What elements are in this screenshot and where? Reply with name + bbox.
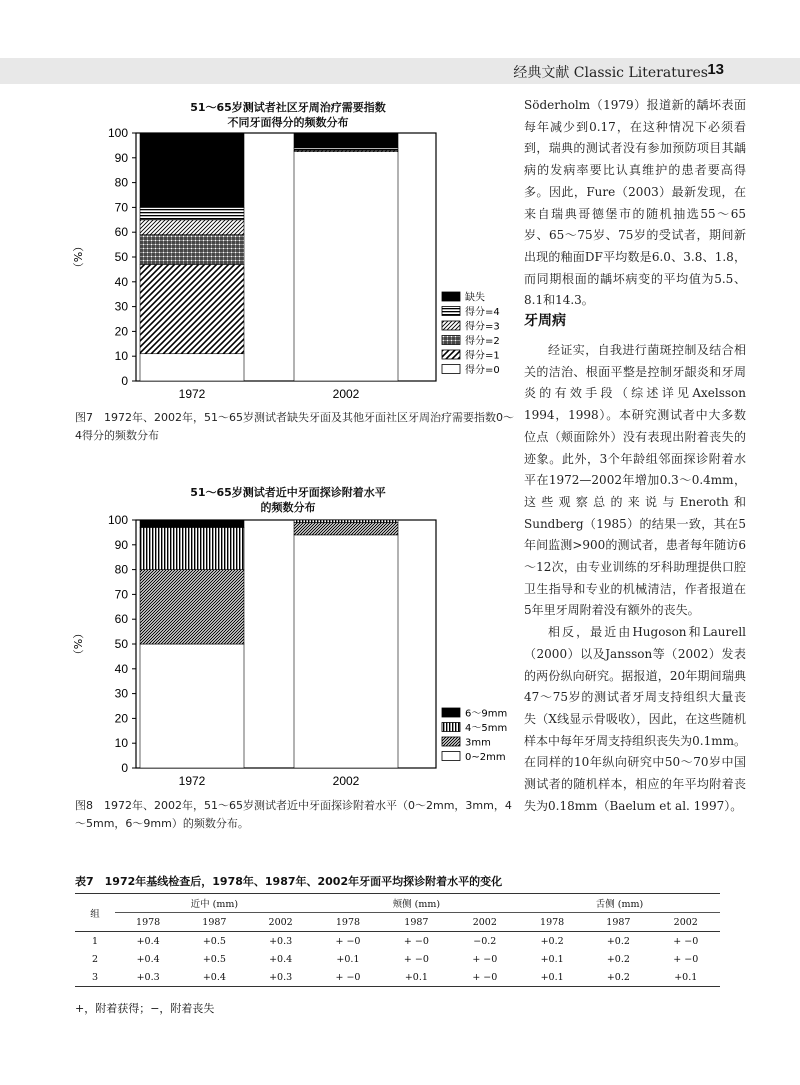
- legend-label: 得分=4: [465, 307, 500, 318]
- x-tick-label: 1972: [178, 387, 206, 401]
- table-cell: +0.2: [540, 935, 564, 947]
- fig7-title-line1: 51～65岁测试者社区牙周治疗需要指数: [190, 101, 386, 114]
- year-cell: 2002: [248, 913, 314, 932]
- paragraph-text: 经证实，自我进行菌斑控制及结合相关的洁治、根面平整是控制牙龈炎和牙周炎的有效手段（综述详见Axelsson 1994，1998）。本研究测试者中大多数位点（颊面除外）没有表现出附着丧失的迹象。此外，3个年龄组邻面探诊附着水平在1972—2002年增加0.3～0.4mm，这些观察总的来说与Eneroth和Sundberg（1985）的结果一致，其在5年间监测>900的测试者，患者每年随访6～12次，由专业训练的牙科助理提供口腔卫生指导和专业的机械清洁，作者报道在5年里牙周附着没有额外的丧失。: [524, 343, 746, 618]
- table-cell: +0.1: [652, 968, 720, 987]
- y-tick-label: 50: [114, 250, 128, 264]
- legend-swatch: [442, 723, 460, 732]
- table-cell: −0.2: [473, 935, 497, 947]
- running-header: [0, 58, 800, 84]
- table-cell: +0.2: [606, 953, 630, 965]
- bar-segment: [140, 235, 244, 265]
- bar-segment: [294, 152, 398, 381]
- legend-label: 缺失: [465, 292, 485, 304]
- table-cell: + −0: [403, 935, 429, 947]
- table-cell: + −0: [472, 953, 498, 965]
- legend-swatch: [442, 307, 460, 316]
- bar-segment: [140, 644, 244, 768]
- table7-title: 表7 1972年基线检查后，1978年、1987年、2002年牙面平均探诊附着水平的变化: [75, 875, 503, 888]
- y-tick-label: 100: [107, 513, 128, 527]
- y-tick-label: 10: [114, 349, 128, 364]
- y-tick-label: 50: [114, 637, 128, 651]
- table-cell: +0.3: [269, 935, 293, 947]
- table-cell: +0.2: [606, 935, 630, 947]
- table-cell: + −0: [314, 968, 382, 987]
- right-paragraph-2: [524, 340, 746, 817]
- bar-segment: [140, 527, 244, 569]
- legend-swatch: [442, 737, 460, 746]
- table-cell: +0.5: [202, 935, 226, 947]
- y-tick-label: 0: [121, 761, 128, 775]
- y-tick-label: 30: [114, 299, 128, 314]
- table-cell: +0.1: [382, 968, 450, 987]
- table-cell: +0.1: [519, 968, 585, 987]
- fig8-title-line1: 51～65岁测试者近中牙面探诊附着水平: [190, 486, 386, 499]
- table-cell: 2: [91, 953, 99, 965]
- y-tick-label: 40: [114, 274, 128, 289]
- y-tick-label: 80: [114, 175, 128, 190]
- legend-swatch: [442, 708, 460, 717]
- bar-segment: [140, 264, 244, 353]
- bar-segment: [294, 133, 398, 148]
- legend-label: 0~2mm: [465, 752, 506, 763]
- bar-segment: [294, 535, 398, 768]
- paragraph-text: Söderholm（1979）报道新的龋坏表面每年减少到0.17，在这种情况下必须看到，瑞典的测试者没有参加预防项目其龋病的发病率要比认真维护的患者要高得多。因此，Fure（2003）最新发现，在来自瑞典哥德堡市的随机抽选55～65岁、65～75岁、75岁的受试者，期间新出现的釉面DF平均数是6.0、3.8、1.8，而同期根面的龋坏病变的平均值为5.5、8.1和14.3。: [524, 98, 746, 308]
- y-tick-label: 10: [114, 736, 128, 751]
- y-tick-label: 20: [114, 324, 128, 339]
- legend-label: 得分=2: [465, 336, 500, 347]
- y-tick-label: 20: [114, 711, 128, 726]
- bar-segment: [140, 207, 244, 219]
- table-cell: +0.1: [336, 953, 360, 965]
- table-row: [75, 932, 720, 951]
- bar-segment: [294, 522, 398, 534]
- table-cell: +0.4: [269, 953, 293, 965]
- fig8-chart: [68, 512, 508, 792]
- x-tick-label: 2002: [332, 387, 360, 401]
- y-tick-label: 80: [114, 562, 128, 577]
- legend-swatch: [442, 336, 460, 345]
- y-axis-label: （%）: [72, 240, 85, 274]
- y-tick-label: 70: [114, 200, 128, 215]
- year-cell: 1978: [519, 913, 585, 932]
- year-cell: 1987: [382, 913, 450, 932]
- x-tick-label: 1972: [178, 774, 206, 788]
- fig8-title-line2: 的频数分布: [260, 501, 316, 514]
- table-cell: +0.4: [181, 968, 247, 987]
- table-row: [75, 968, 720, 987]
- group-lingual: 舌侧 (mm): [519, 894, 720, 913]
- fig7-caption: 图7 1972年、2002年，51～65岁测试者缺失牙面及其他牙面社区牙周治疗需要指数0～4得分的频数分布: [75, 411, 514, 442]
- y-tick-label: 90: [114, 537, 128, 552]
- page-number: 13: [707, 61, 724, 78]
- y-tick-label: 100: [107, 126, 128, 140]
- table-cell: +0.3: [115, 968, 181, 987]
- legend-swatch: [442, 365, 460, 374]
- paragraph-text: 相反，最近由Hugoson和Laurell（2000）以及Jansson等（2002）发表的两份纵向研究。据报道，20年期间瑞典47～75岁的测试者牙周支持组织大量丧失（X线显示骨吸收），因此，在这些随机样本中每年牙周支持组织丧失为0.1mm。在同样的10年纵向研究中50～70岁中国测试者的随机样本，相应的年平均附着丧失为0.18mm（Baelum et al. 1997）。: [524, 625, 746, 813]
- bar-segment: [140, 354, 244, 381]
- table-cell: +0.1: [540, 953, 564, 965]
- year-cell: 1978: [314, 913, 382, 932]
- legend-swatch: [442, 321, 460, 330]
- bar-segment: [140, 570, 244, 644]
- y-tick-label: 60: [114, 612, 128, 627]
- y-tick-label: 30: [114, 686, 128, 701]
- table-cell: +0.3: [248, 968, 314, 987]
- group-buccal: 颊侧 (mm): [314, 894, 519, 913]
- table-row: [75, 950, 720, 968]
- group-header: 组: [75, 894, 115, 932]
- fig7-title-line2: 不同牙面得分的频数分布: [227, 116, 349, 129]
- bar-segment: [294, 148, 398, 150]
- y-tick-label: 90: [114, 150, 128, 165]
- table-cell: + −0: [335, 935, 361, 947]
- legend-swatch: [442, 292, 460, 301]
- x-tick-label: 2002: [332, 774, 360, 788]
- legend-swatch: [442, 752, 460, 761]
- y-axis-label: （%）: [72, 627, 85, 661]
- table-cell: +0.4: [136, 935, 160, 947]
- fig7-chart: [68, 125, 508, 405]
- legend-swatch: [442, 350, 460, 359]
- table-cell: + −0: [673, 935, 699, 947]
- table-cell: 3: [75, 968, 115, 987]
- legend-label: 得分=1: [465, 350, 500, 362]
- legend-label: 得分=3: [465, 321, 500, 333]
- bar-segment: [140, 220, 244, 235]
- table-cell: + −0: [451, 968, 519, 987]
- year-cell: 2002: [652, 913, 720, 932]
- table-header-row: [75, 894, 720, 913]
- year-cell: 2002: [451, 913, 519, 932]
- table-cell: + −0: [403, 953, 429, 965]
- legend-label: 4～5mm: [465, 723, 508, 734]
- group-mesial: 近中 (mm): [115, 894, 314, 913]
- y-tick-label: 40: [114, 661, 128, 676]
- subheading-periodontal: 牙周病: [524, 313, 566, 329]
- table-cell: +0.5: [202, 953, 226, 965]
- table-cell: +0.2: [585, 968, 651, 987]
- table7-note: +，附着获得；−，附着丧失: [75, 1002, 215, 1015]
- year-cell: 1987: [181, 913, 247, 932]
- table-cell: +0.4: [136, 953, 160, 965]
- fig8-title: [68, 485, 508, 515]
- legend-label: 得分=0: [465, 365, 500, 376]
- y-tick-label: 60: [114, 225, 128, 240]
- legend-label: 3mm: [465, 737, 491, 749]
- year-cell: 1978: [115, 913, 181, 932]
- section-title: 经典文献 Classic Literatures: [513, 65, 708, 81]
- table-year-row: [75, 913, 720, 932]
- bar-segment: [140, 133, 244, 207]
- y-tick-label: 70: [114, 587, 128, 602]
- right-paragraph-1: [524, 95, 746, 312]
- table-cell: + −0: [673, 953, 699, 965]
- table7: [75, 893, 720, 987]
- year-cell: 1987: [585, 913, 651, 932]
- bar-segment: [294, 520, 398, 522]
- legend-label: 6～9mm: [465, 708, 508, 720]
- bar-segment: [140, 520, 244, 527]
- fig8-caption: 图8 1972年、2002年，51～65岁测试者近中牙面探诊附着水平（0～2mm，3mm，4～5mm，6～9mm）的频数分布。: [75, 799, 512, 830]
- table-cell: 1: [91, 935, 99, 947]
- y-tick-label: 0: [121, 374, 128, 388]
